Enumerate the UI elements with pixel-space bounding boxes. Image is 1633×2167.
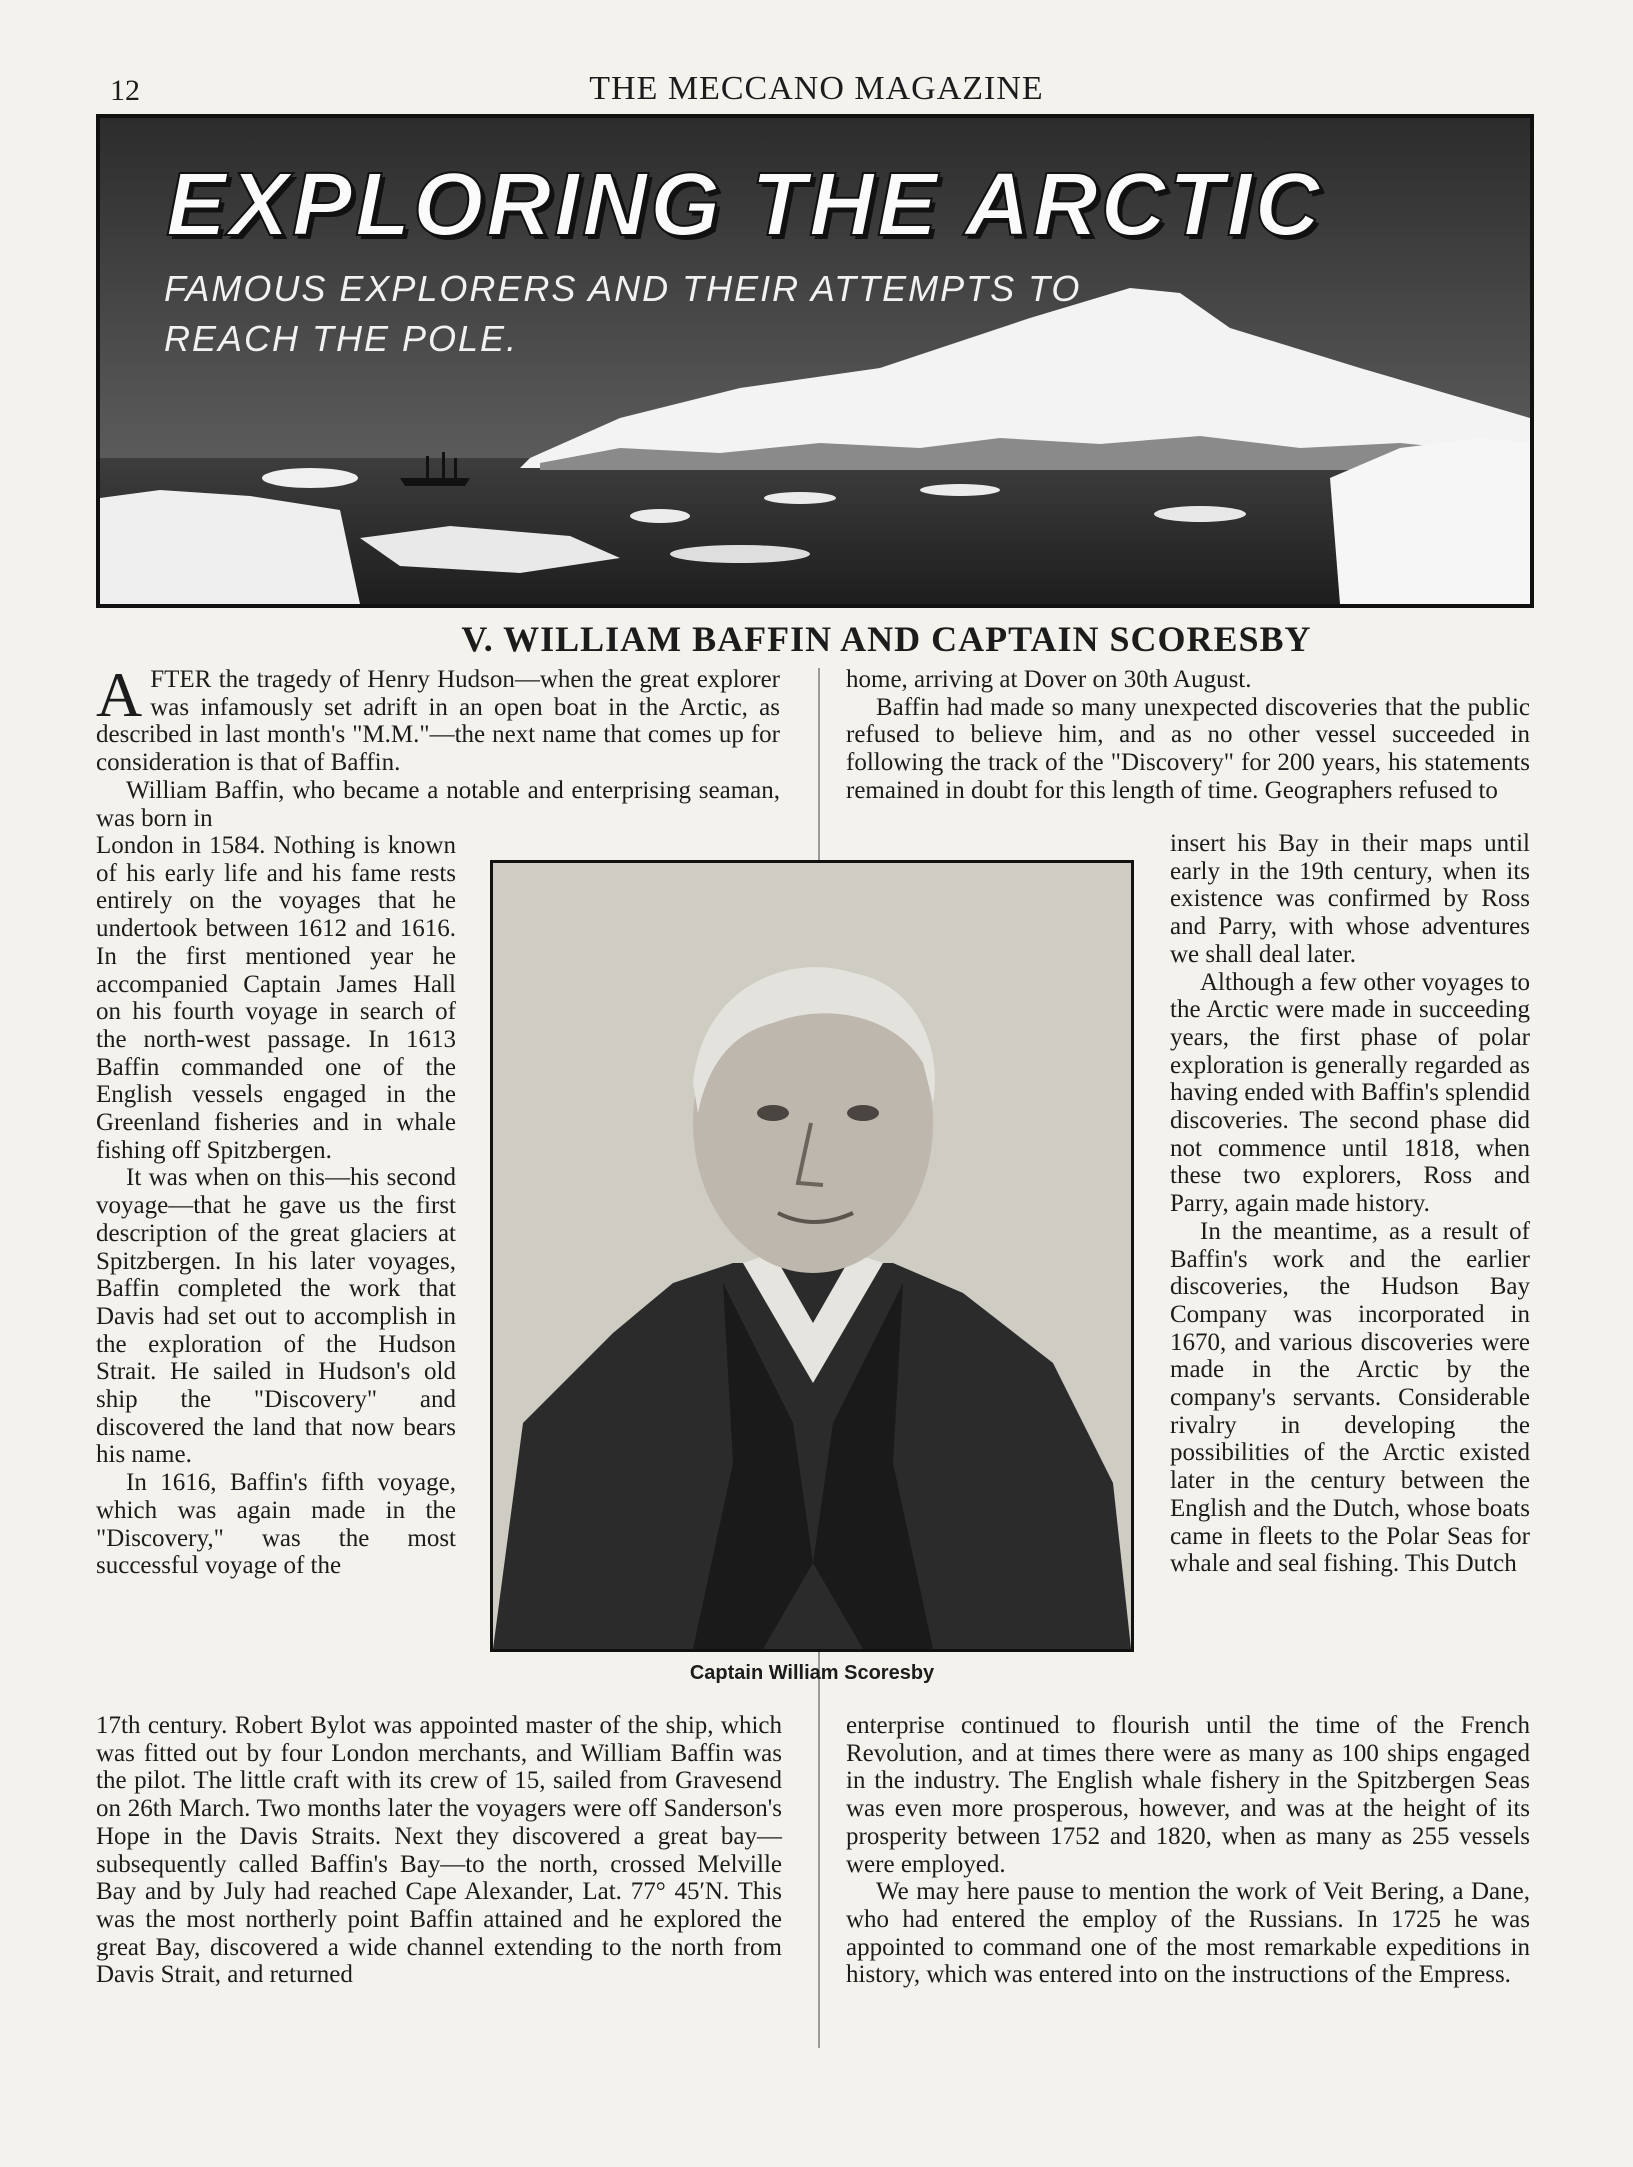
ship	[400, 478, 470, 486]
arctic-banner-illustration	[96, 114, 1534, 608]
left-narrow-column	[96, 832, 456, 1580]
article-headline: V. WILLIAM BAFFIN AND CAPTAIN SCORESBY	[461, 619, 1312, 659]
paragraph: It was when on this—his second voyage—that he gave us the first description of the great glaciers at Spitzbergen. In his later voyages, Baffin completed the work that Davis had set out to accomplish in the exploration of the Hudson Strait. He sailed in Hudson's old ship the "Discovery" and discovered the land that now bears his name.	[96, 1164, 456, 1469]
running-head	[0, 66, 1633, 116]
scoresby-portrait	[493, 863, 1131, 1649]
paragraph: In the meantime, as a result of Baffin's work and the earlier discoveries, the Hudson Bay Company was incorporated in 1670, and various discoveries were made in the Arctic by the company's servants. Considerable rivalry in developing the possibilities of the Arctic existed later in the century between the English and the Dutch, whose boats came in fleets to the Polar Seas for whale and seal fishing. This Dutch	[1170, 1217, 1530, 1578]
right-narrow-column	[1170, 830, 1530, 1578]
paragraph: AFTER the tragedy of Henry Hudson—when the great explorer was infamously set adrift in an open boat in the Arctic, as described in last month's "M.M."—the next name that comes up for consideration is that of Baffin.	[96, 659, 780, 777]
banner-subtitle: FAMOUS EXPLORERS AND THEIR ATTEMPTS TO REACH THE POLE.	[164, 268, 1082, 359]
paragraph: William Baffin, who became a notable and enterprising seaman, was born in	[96, 776, 780, 832]
paragraph: 17th century. Robert Bylot was appointed master of the ship, which was fitted out by four London merchants, and William Baffin was the pilot. The little craft with its crew of 15, sailed from Gravesend on 26th March. Two months later the voyagers were off Sanderson's Hope in the Davis Straits. Next they discovered a great bay—subsequently called Baffin's Bay—to the north, crossed Melville Bay and by July had reached Cape Alexander, Lat. 77° 45′N. This was the most northerly point Baffin attained and he explored the great Bay, discovered a wide channel extending to the north from Davis Strait, and returned	[96, 1712, 782, 1989]
banner-title: EXPLORING THE ARCTIC	[166, 155, 1323, 255]
left-column-bottom	[96, 1712, 782, 1989]
paragraph: enterprise continued to flourish until the time of the French Revolution, and at times there were as many as 100 ships engaged in the industry. The English whale fishery in the Spitzbergen Seas was even more prosperous, however, and was at the height of its prosperity between 1752 and 1820, when as many as 255 vessels were employed.	[846, 1712, 1530, 1878]
right-column-top	[846, 666, 1530, 805]
paragraph: Baffin had made so many unexpected discoveries that the public refused to believe him, and as no other vessel succeeded in following the track of the "Discovery" for 200 years, his statements remained in doubt for this length of time. Geographers refused to	[846, 693, 1530, 804]
paragraph: In 1616, Baffin's fifth voyage, which was again made in the "Discovery," was the most successful voyage of the	[96, 1469, 456, 1580]
paragraph: Although a few other voyages to the Arctic were made in succeeding years, the first phase of polar exploration is generally regarded as having ended with Baffin's splendid discoveries. The second phase did not commence until 1818, when these two explorers, Ross and Parry, again made history.	[1170, 968, 1530, 1218]
magazine-title: THE MECCANO MAGAZINE	[589, 70, 1044, 107]
page-number: 12	[110, 74, 140, 107]
portrait-image	[490, 860, 1134, 1652]
paragraph: home, arriving at Dover on 30th August.	[846, 666, 1252, 693]
paragraph: London in 1584. Nothing is known of his early life and his fame rests entirely on the voyages that he undertook between 1612 and 1616. In the first mentioned year he accompanied Captain James Hall on his fourth voyage in search of the north-west passage. In 1613 Baffin commanded one of the English vessels engaged in the Greenland fisheries and in whale fishing off Spitzbergen.	[96, 832, 456, 1164]
right-column-bottom	[846, 1712, 1530, 1989]
ice-floe-left	[100, 490, 360, 604]
paragraph: We may here pause to mention the work of Veit Bering, a Dane, who had entered the employ of the Russians. In 1725 he was appointed to command one of the most remarkable expeditions in history, which was entered into on the instructions of the Empress.	[846, 1878, 1530, 1989]
left-column-intro	[96, 659, 780, 832]
portrait-caption: Captain William Scoresby	[689, 1662, 935, 1684]
drop-cap: A	[96, 659, 143, 730]
paragraph: insert his Bay in their maps until early in the 19th century, when its existence was confirmed by Ross and Parry, with whose adventures we shall deal later.	[1170, 830, 1530, 968]
